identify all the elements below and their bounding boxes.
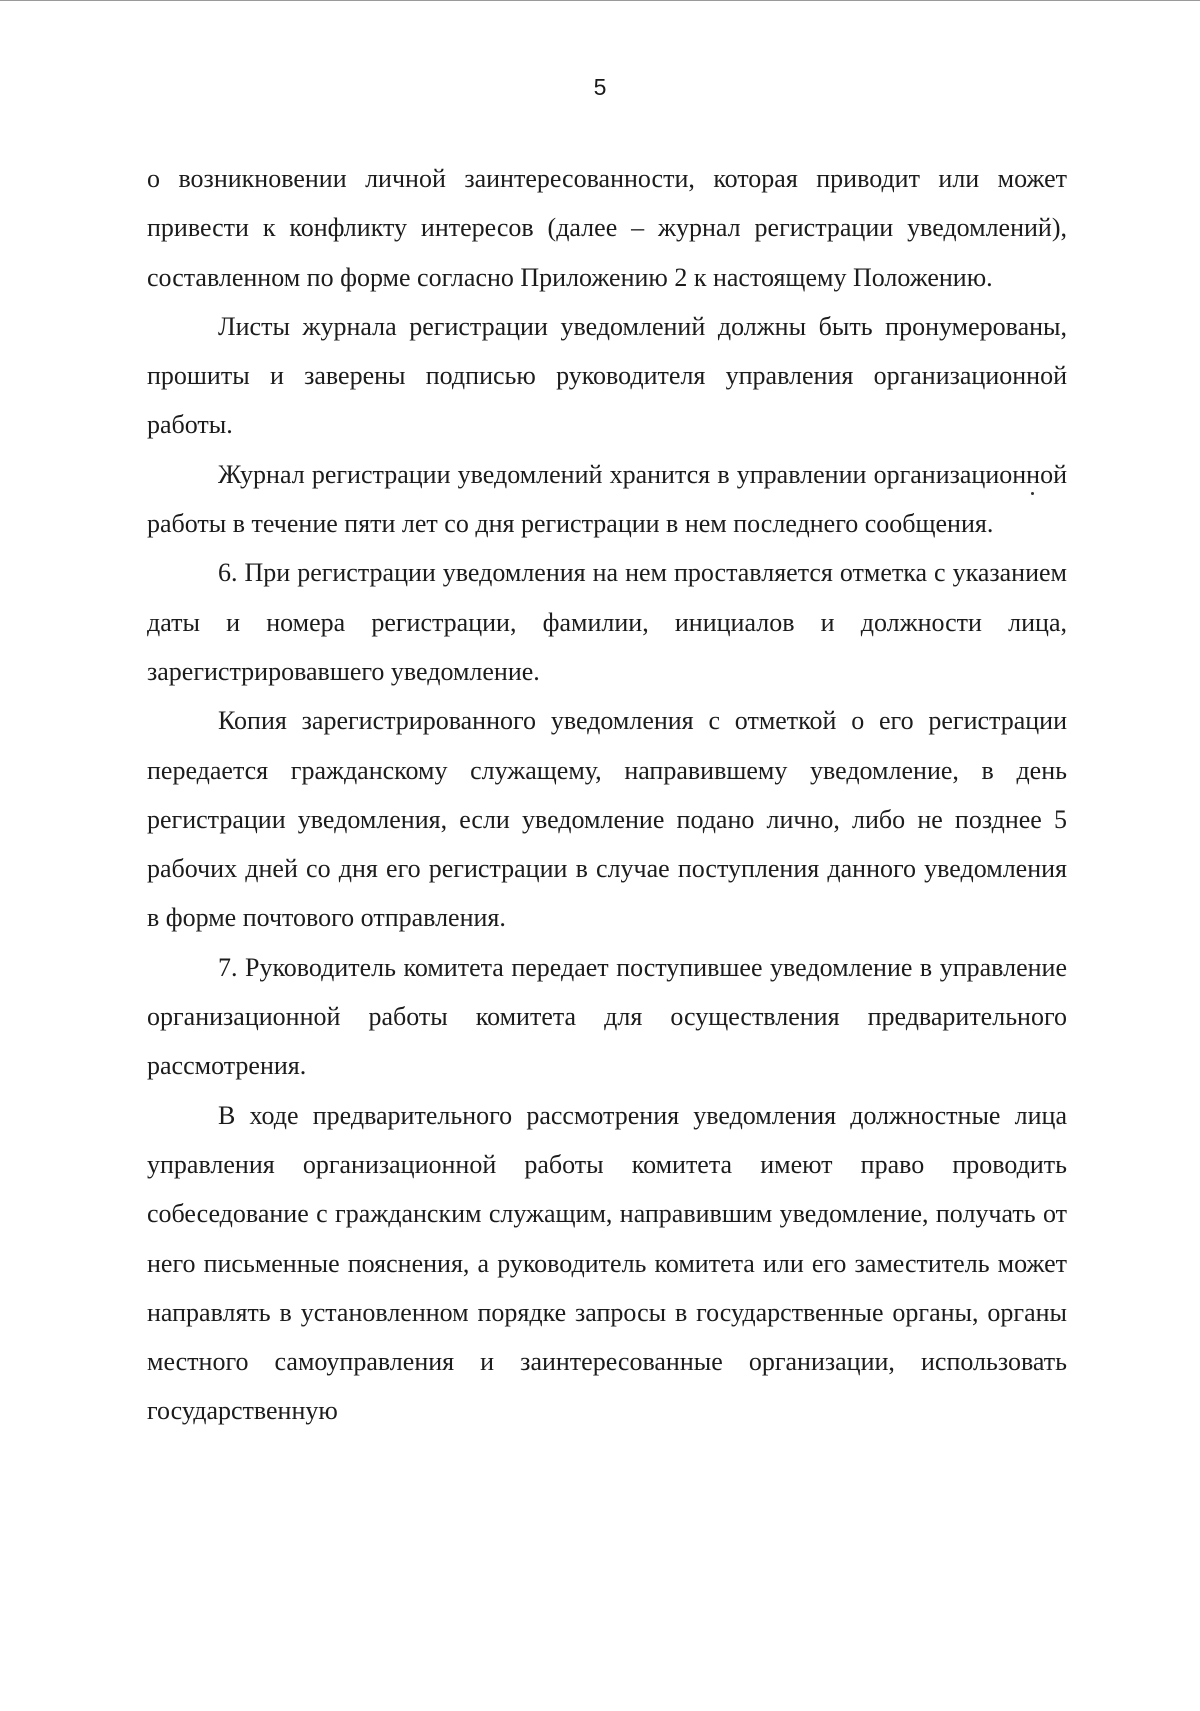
- paragraph-preliminary-review: В ходе предварительного рассмотрения уведомления должностные лица управления организационной работы комитета имеют право проводить собеседование с гражданским служащим, направившим уведомление, получать от него письменные пояснения, а руководитель комитета или его заместитель может направлять в установленном порядке запросы в государственные органы, органы местного самоуправления и заинтересованные организации, использовать государственную: [147, 1100, 1067, 1426]
- paragraph-journal-sheets: Листы журнала регистрации уведомлений должны быть пронумерованы, прошиты и заверены подписью руководителя управления организационной работы.: [147, 311, 1067, 440]
- paragraph-item-6: 6. При регистрации уведомления на нем проставляется отметка с указанием даты и номера регистрации, фамилии, инициалов и должности лица, зарегистрировавшего уведомление.: [147, 558, 1067, 686]
- paragraph-journal-storage: Журнал регистрации уведомлений хранится в управлении организационной работы в течение пяти лет со дня регистрации в нем последнего сообщения.: [147, 459, 1067, 539]
- paragraph-notice-copy: Копия зарегистрированного уведомления с отметкой о его регистрации передается гражданскому служащему, направившему уведомление, в день регистрации уведомления, если уведомление подано лично, либо не позднее 5 рабочих дней со дня его регистрации в случае поступления данного уведомления в форме почтового отправления.: [147, 706, 1067, 933]
- paragraph-item-7: 7. Руководитель комитета передает поступившее уведомление в управление организационной работы комитета для осуществления предварительного рассмотрения.: [147, 952, 1067, 1081]
- page-number: 5: [593, 74, 607, 100]
- document-body: [147, 154, 1067, 1436]
- scan-top-edge: [0, 0, 1200, 1]
- paragraph-continuation: о возникновении личной заинтересованности, которая приводит или может привести к конфликту интересов (далее – журнал регистрации уведомлений), составленном по форме согласно Приложению 2 к настоящему Положению.: [147, 164, 1067, 292]
